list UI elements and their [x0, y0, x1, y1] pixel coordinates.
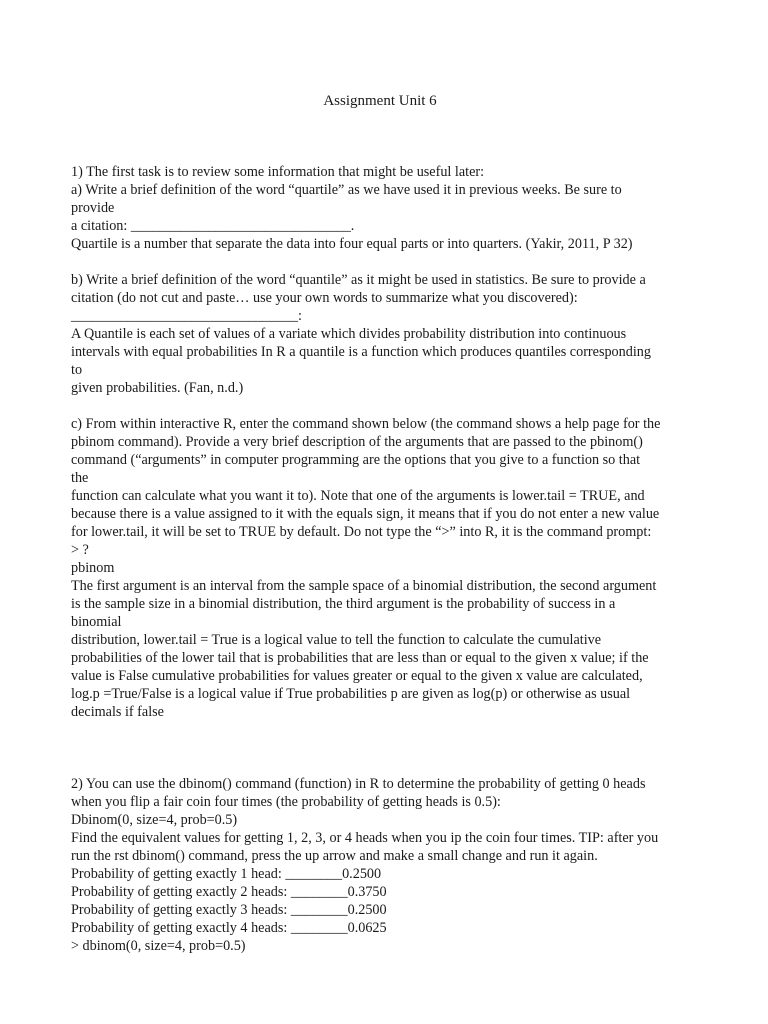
task-2-instruction: Find the equivalent values for getting 1, 2, 3, or 4 heads when you ip the coin four times. TIP: after you — [71, 830, 659, 846]
task-1c-prompt: c) From within interactive R, enter the command shown below (the command shows a help page for the — [71, 416, 661, 432]
task-1c-answer-cont: binomial — [71, 614, 122, 630]
task-1c-answer-cont: log.p =True/False is a logical value if True probabilities p are given as log(p) or otherwise as usual — [71, 686, 631, 702]
probability-3-heads: Probability of getting exactly 3 heads: ________0.2500 — [71, 902, 387, 918]
task-2-command: Dbinom(0, size=4, prob=0.5) — [71, 812, 238, 828]
task-1a-citation-blank: a citation: _______________________________. — [71, 218, 355, 234]
task-1c-prompt-cont: because there is a value assigned to it with the equals sign, it means that if you do not enter a new value — [71, 506, 660, 522]
task-1c-answer-cont: is the sample size in a binomial distribution, the third argument is the probability of success in a — [71, 596, 616, 612]
task-1c-answer: The first argument is an interval from the sample space of a binomial distribution, the second argument — [71, 578, 657, 594]
probability-2-heads: Probability of getting exactly 2 heads: ________0.3750 — [71, 884, 387, 900]
spacer — [71, 757, 711, 775]
task-1b-blank: ________________________________: — [71, 308, 302, 324]
task-1a-prompt-cont: provide — [71, 200, 115, 216]
probability-1-head: Probability of getting exactly 1 head: ________0.2500 — [71, 866, 382, 882]
task-2-prompt: 2) You can use the dbinom() command (function) in R to determine the probability of getting 0 heads — [71, 776, 646, 792]
task-1b-answer-cont: intervals with equal probabilities In R a quantile is a function which produces quantiles corresponding — [71, 344, 651, 360]
task-1c-prompt-cont: command (“arguments” in computer programming are the options that you give to a function so that — [71, 452, 641, 468]
task-1c-prompt-cont: function can calculate what you want it to). Note that one of the arguments is lower.tail = TRUE, and — [71, 488, 645, 504]
task-2-instruction-cont: run the rst dbinom() command, press the up arrow and make a small change and run it again. — [71, 848, 598, 864]
spacer — [71, 253, 711, 271]
task-1c-prompt-cont: for lower.tail, it will be set to TRUE by default. Do not type the “>” into R, it is the command prompt: — [71, 524, 652, 540]
task-1c-answer-cont: value is False cumulative probabilities for values greater or equal to the given x value are calculated, — [71, 668, 643, 684]
r-dbinom-command: > dbinom(0, size=4, prob=0.5) — [71, 938, 246, 954]
document-body — [71, 163, 711, 955]
task-1c-prompt-cont: pbinom command). Provide a very brief description of the arguments that are passed to the pbinom() — [71, 434, 643, 450]
task-1b-prompt-cont: citation (do not cut and paste… use your own words to summarize what you discovered): — [71, 290, 578, 306]
spacer — [71, 397, 711, 415]
task-1b-answer-cont: to — [71, 362, 83, 378]
r-command-prompt: > ? — [71, 542, 89, 558]
task-1c-prompt-cont: the — [71, 470, 89, 486]
task-1a-answer: Quartile is a number that separate the data into four equal parts or into quarters. (Yakir, 2011, P 32) — [71, 236, 633, 252]
probability-4-heads: Probability of getting exactly 4 heads: ________0.0625 — [71, 920, 387, 936]
task-1a-prompt: a) Write a brief definition of the word “quartile” as we have used it in previous weeks. Be sure to — [71, 182, 622, 198]
task-1b-answer-cont: given probabilities. (Fan, n.d.) — [71, 380, 244, 396]
r-command-name: pbinom — [71, 560, 115, 576]
document-title: Assignment Unit 6 — [323, 93, 437, 109]
task-1c-answer-cont: probabilities of the lower tail that is probabilities that are less than or equal to the given x value; if the — [71, 650, 649, 666]
spacer — [71, 739, 711, 757]
task-1b-prompt: b) Write a brief definition of the word “quantile” as it might be used in statistics. Be sure to provide a — [71, 272, 646, 288]
spacer — [71, 721, 711, 739]
task-1c-answer-cont: decimals if false — [71, 704, 164, 720]
task-1b-answer: A Quantile is each set of values of a variate which divides probability distribution into continuous — [71, 326, 627, 342]
task-1-heading: 1) The first task is to review some information that might be useful later: — [71, 164, 485, 180]
task-2-prompt-cont: when you flip a fair coin four times (the probability of getting heads is 0.5): — [71, 794, 501, 810]
task-1c-answer-cont: distribution, lower.tail = True is a logical value to tell the function to calculate the cumulative — [71, 632, 602, 648]
